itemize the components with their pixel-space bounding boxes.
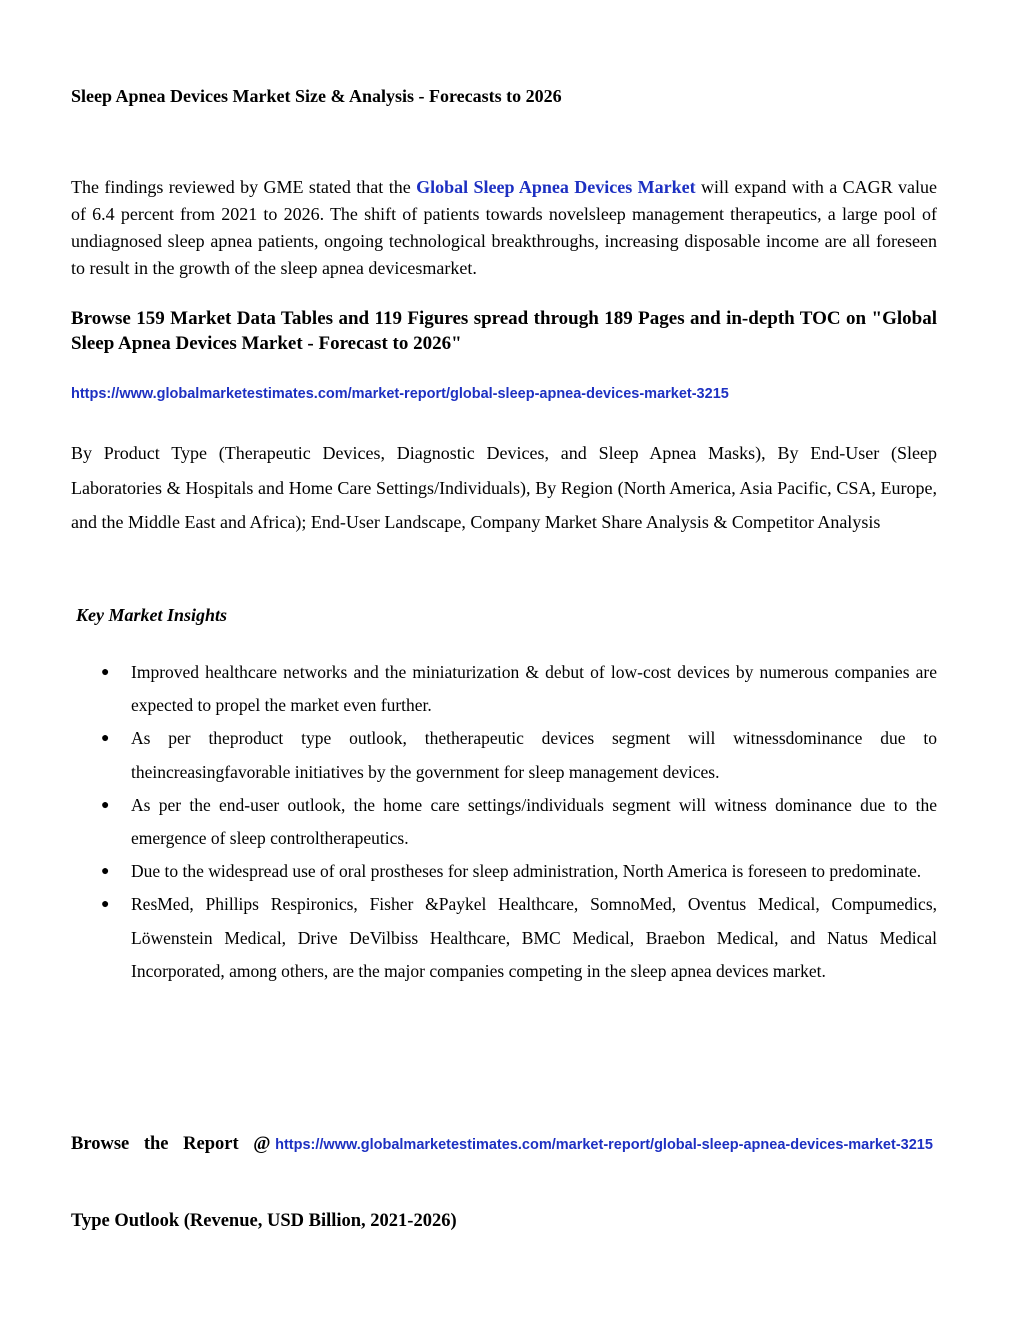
segmentation-paragraph: By Product Type (Therapeutic Devices, Diagnostic Devices, and Sleep Apnea Masks), By End-User (Sleep Laboratories & Hospitals and Home Care Settings/Individuals), By Region (North America, Asia Pacific, CSA, Europe, and the Middle East and Africa); End-User Landscape, Company Market Share Analysis & Competitor Analysis xyxy=(71,443,937,532)
bullet-icon: ● xyxy=(101,731,110,747)
browse-report-label: Browse the Report @ xyxy=(71,1134,271,1154)
list-item xyxy=(71,656,937,722)
bullet-icon: ● xyxy=(101,897,110,913)
report-link[interactable]: https://www.globalmarketestimates.com/market-report/global-sleep-apnea-devices-market-3215 xyxy=(71,386,729,402)
intro-paragraph xyxy=(71,174,937,282)
list-item-text: Due to the widespread use of oral prostheses for sleep administration, North America is foreseen to predominate. xyxy=(131,861,922,882)
list-item xyxy=(71,722,937,788)
intro-text-start: The findings reviewed by GME stated that the xyxy=(71,177,417,197)
list-item-text: ResMed, Phillips Respironics, Fisher &Paykel Healthcare, SomnoMed, Oventus Medical, Compumedics, Löwenstein Medical, Drive DeVilbiss Healthcare, BMC Medical, Braebon Medical, and Natus Medical Incorporated, among others, are the major companies competing in the sleep apnea devices market. xyxy=(131,894,937,981)
type-outlook-heading: Type Outlook (Revenue, USD Billion, 2021-2026) xyxy=(71,1211,457,1231)
list-item xyxy=(71,888,937,988)
list-item xyxy=(71,855,937,888)
intro-text-end: will expand with a CAGR value of 6.4 percent from 2021 to 2026. The shift of patients towards novelsleep management therapeutics, a large pool of undiagnosed sleep apnea patients, ongoing technological breakthroughs, increasing disposable income are all foreseen to result in the growth of the sleep apnea devicesmarket. xyxy=(71,177,937,278)
page-title: Sleep Apnea Devices Market Size & Analysis - Forecasts to 2026 xyxy=(71,86,562,106)
market-name-highlight: Global Sleep Apnea Devices Market xyxy=(416,177,696,197)
browse-report-link[interactable]: https://www.globalmarketestimates.com/market-report/global-sleep-apnea-devices-market-3215 xyxy=(275,1137,933,1153)
bullet-icon: ● xyxy=(101,864,110,880)
browse-statement: Browse 159 Market Data Tables and 119 Figures spread through 189 Pages and in-depth TOC on "Global Sleep Apnea Devices Market - Forecast to 2026" xyxy=(71,308,937,354)
insights-list xyxy=(71,656,937,988)
list-item-text: As per theproduct type outlook, thetherapeutic devices segment will witnessdominance due to theincreasingfavorable initiatives by the government for sleep management devices. xyxy=(131,728,937,782)
list-item-text: As per the end-user outlook, the home care settings/individuals segment will witness dominance due to the emergence of sleep controltherapeutics. xyxy=(131,794,937,849)
bullet-icon: ● xyxy=(101,665,110,680)
list-item-text: Improved healthcare networks and the miniaturization & debut of low-cost devices by numerous companies are expected to propel the market even further. xyxy=(131,662,937,716)
bullet-icon: ● xyxy=(101,797,110,813)
key-insights-heading: Key Market Insights xyxy=(76,605,228,625)
list-item xyxy=(71,789,937,855)
browse-report-line xyxy=(71,1132,937,1157)
